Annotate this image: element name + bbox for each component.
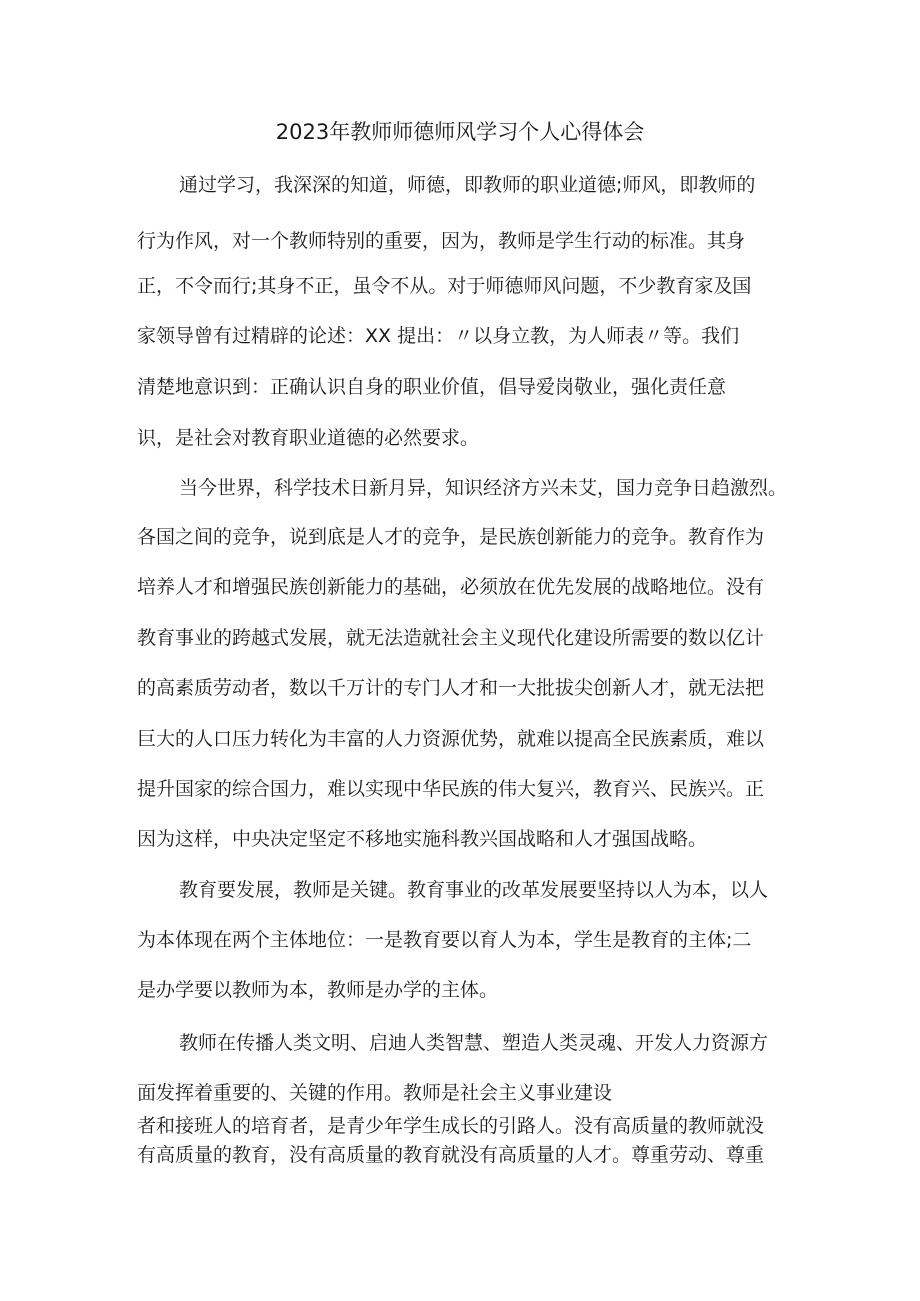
paragraph-1-line-6: 识，是社会对教育职业道德的必然要求。 <box>137 427 480 449</box>
paragraph-1-line-1: 通过学习，我深深的知道，师德，即教师的职业道德;师风，即教师的 <box>179 174 756 196</box>
paragraph-4-line-4: 有高质量的教育，没有高质量的教育就没有高质量的人才。尊重劳动、尊重 <box>137 1144 765 1166</box>
paragraph-4-line-1: 教师在传播人类文明、启迪人类智慧、塑造人类灵魂、开发人力资源方 <box>179 1032 769 1054</box>
paragraph-1-line-2: 行为作风，对一个教师特别的重要，因为，教师是学生行动的标准。其身 <box>137 230 746 252</box>
paragraph-3-line-3: 是办学要以教师为本，教师是办学的主体。 <box>137 979 499 1001</box>
paragraph-2-line-1: 当今世界，科学技术日新月异，知识经济方兴未艾，国力竞争日趋激烈。 <box>179 477 788 499</box>
paragraph-2-line-7: 提升国家的综合国力，难以实现中华民族的伟大复兴，教育兴、民族兴。正 <box>137 778 765 800</box>
paragraph-1-line-5: 清楚地意识到：正确认识自身的职业价值，倡导爱岗敬业，强化责任意 <box>137 376 727 398</box>
paragraph-2-line-3: 培养人才和增强民族创新能力的基础，必须放在优先发展的战略地位。没有 <box>137 576 765 598</box>
paragraph-2-line-4: 教育事业的跨越式发展，就无法造就社会主义现代化建设所需要的数以亿计 <box>137 627 765 649</box>
paragraph-4-line-3: 者和接班人的培育者，是青少年学生成长的引路人。没有高质量的教师就没 <box>137 1115 765 1137</box>
paragraph-2-line-6: 巨大的人口压力转化为丰富的人力资源优势，就难以提高全民族素质，难以 <box>137 728 765 750</box>
paragraph-1-line-3: 正，不令而行;其身不正，虽令不从。对于师德师风问题，不少教育家及国 <box>137 275 752 297</box>
paragraph-2-line-5: 的高素质劳动者，数以千万计的专门人才和一大批拔尖创新人才，就无法把 <box>137 677 765 699</box>
paragraph-3-line-1: 教育要发展，教师是关键。教育事业的改革发展要坚持以人为本，以人 <box>179 879 769 901</box>
document-title: 2023年教师师德师风学习个人心得体会 <box>275 120 645 144</box>
paragraph-2-line-8: 因为这样，中央决定坚定不移地实施科教兴国战略和人才强国战略。 <box>137 828 708 850</box>
paragraph-2-line-2: 各国之间的竞争，说到底是人才的竞争，是民族创新能力的竞争。教育作为 <box>137 526 765 548</box>
paragraph-3-line-2: 为本体现在两个主体地位：一是教育要以育人为本，学生是教育的主体;二 <box>137 929 752 951</box>
paragraph-4-line-2: 面发挥着重要的、关键的作用。教师是社会主义事业建设 <box>137 1082 613 1104</box>
paragraph-1-line-4: 家领导曾有过精辟的论述：XX 提出：〃以身立教，为人师表〃等。我们 <box>137 325 740 347</box>
